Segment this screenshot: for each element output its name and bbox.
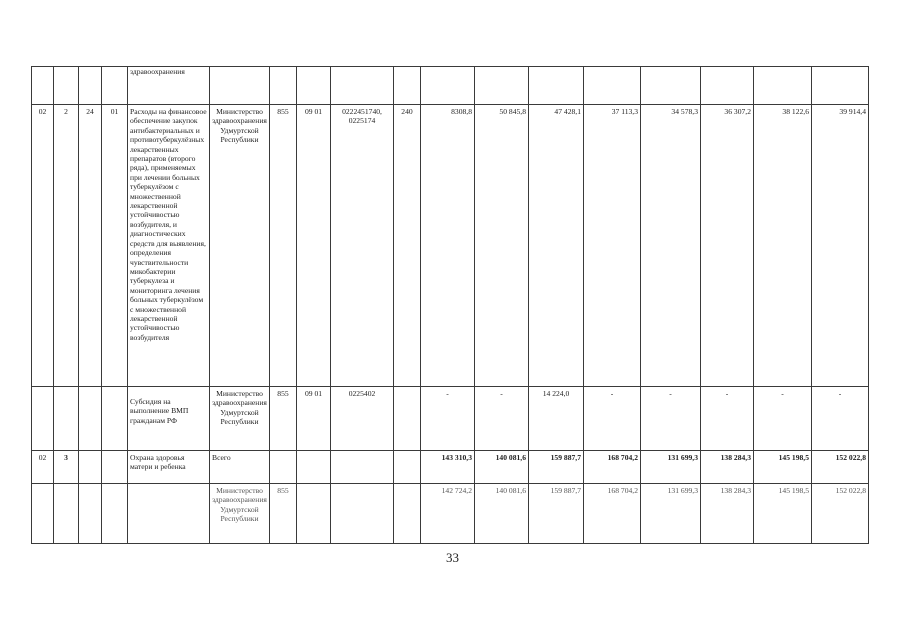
cell-executor: Министерство здравоохранения Удмуртской Республики [210, 105, 270, 387]
cell-name: Охрана здоровья матери и ребенка [128, 451, 210, 484]
cell-value [812, 67, 869, 105]
cell-grbs: 855 [270, 387, 297, 451]
cell-value: 37 113,3 [584, 105, 641, 387]
cell-value: 39 914,4 [812, 105, 869, 387]
cell-value: 140 081,6 [475, 484, 529, 544]
cell-status: 02 [32, 451, 54, 484]
cell-value: 131 699,3 [641, 484, 701, 544]
cell-value: 152 022,8 [812, 451, 869, 484]
cell-grbs [270, 451, 297, 484]
cell-subevent [102, 451, 128, 484]
cell-value: 34 578,3 [641, 105, 701, 387]
cell-value: - [421, 387, 475, 451]
table-row [32, 387, 869, 451]
cell-value: 140 081,6 [475, 451, 529, 484]
cell-value: 152 022,8 [812, 484, 869, 544]
cell-subprogram [54, 67, 79, 105]
cell-value [754, 67, 812, 105]
cell-value [475, 67, 529, 105]
cell-value: 8308,8 [421, 105, 475, 387]
cell-value: 138 284,3 [701, 451, 754, 484]
cell-value: - [584, 387, 641, 451]
cell-value: - [475, 387, 529, 451]
cell-name: Расходы на финансовое обеспечение закупок антибактериальных и противотуберкулёзных лекарственных препаратов (второго ряда), применяемых при лечении больных туберкулёзом с множественной лекарственной устойчивостью возбудителя, и диагностических средств для выявления, определения чувствительности микобактерии туберкулеза и мониторинга лечения больных туберкулёзом с множественной лекарственной устойчивостью возбудителя [128, 105, 210, 387]
cell-value: 50 845,8 [475, 105, 529, 387]
cell-csr: 0225402 [331, 387, 394, 451]
cell-value: 143 310,3 [421, 451, 475, 484]
cell-value [701, 67, 754, 105]
cell-vr [394, 67, 421, 105]
cell-value [529, 67, 584, 105]
page-number: 33 [446, 550, 459, 565]
cell-value: 145 198,5 [754, 451, 812, 484]
cell-csr [331, 451, 394, 484]
cell-name: здравоохранения [128, 67, 210, 105]
cell-value: 14 224,0 [529, 387, 584, 451]
cell-csr [331, 67, 394, 105]
cell-name [128, 484, 210, 544]
cell-value [584, 67, 641, 105]
cell-csr: 0222451740, 0225174 [331, 105, 394, 387]
cell-subprogram [54, 484, 79, 544]
cell-value: 168 704,2 [584, 484, 641, 544]
cell-event: 24 [79, 105, 102, 387]
cell-value [421, 67, 475, 105]
cell-vr [394, 484, 421, 544]
cell-executor: Всего [210, 451, 270, 484]
cell-rzpr [297, 484, 331, 544]
cell-grbs: 855 [270, 105, 297, 387]
budget-table-fragment [31, 66, 868, 524]
cell-status: 02 [32, 105, 54, 387]
cell-value: 131 699,3 [641, 451, 701, 484]
cell-subprogram: 2 [54, 105, 79, 387]
cell-subevent [102, 484, 128, 544]
cell-csr [331, 484, 394, 544]
cell-value: 168 704,2 [584, 451, 641, 484]
cell-rzpr: 09 01 [297, 387, 331, 451]
cell-status [32, 387, 54, 451]
cell-vr [394, 451, 421, 484]
cell-rzpr: 09 01 [297, 105, 331, 387]
cell-event [79, 484, 102, 544]
cell-status [32, 484, 54, 544]
cell-subevent: 01 [102, 105, 128, 387]
table-row [32, 484, 869, 544]
table-row [32, 105, 869, 387]
cell-rzpr [297, 451, 331, 484]
cell-event [79, 387, 102, 451]
cell-subprogram: 3 [54, 451, 79, 484]
cell-value: 38 122,6 [754, 105, 812, 387]
cell-subevent [102, 67, 128, 105]
cell-subevent [102, 387, 128, 451]
cell-executor: Министерство здравоохранения Удмуртской Республики [210, 387, 270, 451]
cell-value: 159 887,7 [529, 451, 584, 484]
cell-value: - [701, 387, 754, 451]
cell-status [32, 67, 54, 105]
cell-subprogram [54, 387, 79, 451]
budget-table [31, 66, 869, 544]
cell-value: 47 428,1 [529, 105, 584, 387]
cell-rzpr [297, 67, 331, 105]
cell-value [641, 67, 701, 105]
cell-value: 145 198,5 [754, 484, 812, 544]
cell-value: 142 724,2 [421, 484, 475, 544]
cell-vr: 240 [394, 105, 421, 387]
cell-value: - [754, 387, 812, 451]
cell-grbs [270, 67, 297, 105]
table-row [32, 451, 869, 484]
cell-value: 138 284,3 [701, 484, 754, 544]
cell-grbs: 855 [270, 484, 297, 544]
cell-event [79, 67, 102, 105]
cell-name: Субсидия на выполнение ВМП гражданам РФ [128, 387, 210, 451]
cell-event [79, 451, 102, 484]
cell-executor [210, 67, 270, 105]
table-row [32, 67, 869, 105]
cell-vr [394, 387, 421, 451]
cell-value: 159 887,7 [529, 484, 584, 544]
cell-value: 36 307,2 [701, 105, 754, 387]
cell-executor: Министерство здравоохранения Удмуртской Республики [210, 484, 270, 544]
cell-value: - [812, 387, 869, 451]
cell-value: - [641, 387, 701, 451]
